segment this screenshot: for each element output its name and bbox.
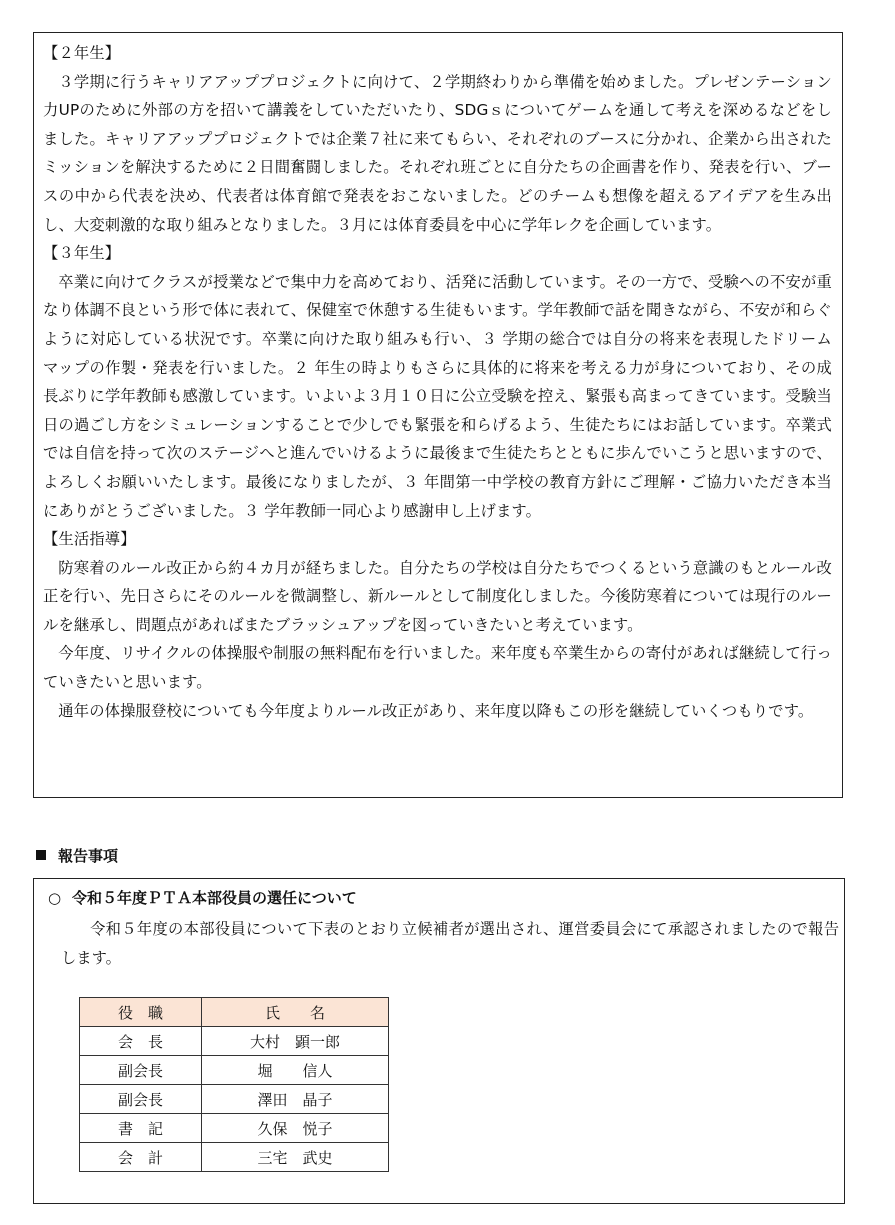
guidance-paragraph-3: 通年の体操服登校についても今年度よりルール改正があり、来年度以降もこの形を継続していくつもりです。 xyxy=(58,701,814,720)
grade3-body: 卒業に向けてクラスが授業などで集中力を高めており、活発に活動しています。その一方で、受験への不安が重なり体調不良という形で体に表れて、保健室で休憩する生徒もいます。学年教師で話を聞きながら、不安が和らぐように対応している状況です。卒業に向けた取り組みも行い、３ 学期の総合では自分の将来を表現したドリームマップの作製・発表を行いました。２ 年生の時よりもさらに具体的に将来を考える力が身についており、その成長ぶりに学年教師も感激しています。いよいよ３月１０日に公立受験を控え、緊張も高まってきています。受験当日の過ごし方をシミュレーションすることで少しでも緊張を和らげるよう、生徒たちにはお話しています。卒業式では自信を持って次のステージへと進んでいけるように最後まで生徒たちとともに歩んでいこうと思いますので、よろしくお願いいたします。最後になりましたが、３ 年間第一中学校の教育方針にご理解・ご協力いただき本当にありがとうございました。３ 学年教師一同心より感謝申し上げます。 xyxy=(43,272,832,520)
role-cell: 書 記 xyxy=(80,1114,202,1143)
guidance-paragraph-2: 今年度、リサイクルの体操服や制服の無料配布を行いました。来年度も卒業生からの寄付があれば継続して行っていきたいと思います。 xyxy=(43,644,832,692)
table-row xyxy=(80,1143,389,1172)
reports-section-heading xyxy=(36,845,118,867)
report-item-title: 令和５年度ＰＴＡ本部役員の選任について xyxy=(72,889,357,907)
square-bullet-icon xyxy=(36,850,46,860)
grade2-heading: 【２年生】 xyxy=(43,44,121,62)
role-cell: 会 長 xyxy=(80,1027,202,1056)
name-cell: 久保 悦子 xyxy=(202,1114,389,1143)
report-item-body xyxy=(61,915,839,973)
name-cell: 堀 信人 xyxy=(202,1056,389,1085)
role-cell: 副会長 xyxy=(80,1056,202,1085)
report-item-text: 令和５年度の本部役員について下表のとおり立候補者が選出され、運営委員会にて承認されましたので報告します。 xyxy=(61,920,839,967)
report-item-heading xyxy=(48,887,357,909)
circle-bullet-icon: ○ xyxy=(48,889,62,907)
table-header-row xyxy=(80,998,389,1027)
header-name: 氏 名 xyxy=(202,998,389,1027)
grade-reports-box xyxy=(33,32,843,798)
table-row xyxy=(80,1114,389,1143)
grade3-heading: 【３年生】 xyxy=(43,244,121,263)
table-row xyxy=(80,1056,389,1085)
guidance-paragraph-1: 防寒着のルール改正から約４カ月が経ちました。自分たちの学校は自分たちでつくるという意識のもとルール改正を行い、先日さらにそのルールを微調整し、新ルールとして制度化しました。今後防寒着については現行のルールを継承し、問題点があればまたブラッシュアップを図っていきたいと考えています。 xyxy=(43,558,832,634)
reports-section-title: 報告事項 xyxy=(58,847,119,865)
table-row xyxy=(80,1085,389,1114)
role-cell: 会 計 xyxy=(80,1143,202,1172)
header-role: 役 職 xyxy=(80,998,202,1027)
grade2-body: ３学期に行うキャリアアッププロジェクトに向けて、２学期終わりから準備を始めました。プレゼンテーション力UPのために外部の方を招いて講義をしていただいたり、SDGｓについてゲームを通して考えを深めるなどをしました。キャリアアッププロジェクトでは企業７社に来てもらい、それぞれのブースに分かれ、企業から出されたミッションを解決するために２日間奮闘しました。それぞれ班ごとに自分たちの企画書を作り、発表を行い、ブースの中から代表を決め、代表者は体育館で発表をおこないました。どのチームも想像を超えるアイデアを生み出し、大変刺激的な取り組みとなりました。３月には体育委員を中心に学年レクを企画しています。 xyxy=(43,72,832,234)
name-cell: 大村 顕一郎 xyxy=(202,1027,389,1056)
report-item-box xyxy=(33,878,845,1204)
guidance-heading: 【生活指導】 xyxy=(43,530,136,549)
table-row xyxy=(80,1027,389,1056)
officers-table xyxy=(79,997,389,1172)
name-cell: 澤田 晶子 xyxy=(202,1085,389,1114)
role-cell: 副会長 xyxy=(80,1085,202,1114)
name-cell: 三宅 武史 xyxy=(202,1143,389,1172)
